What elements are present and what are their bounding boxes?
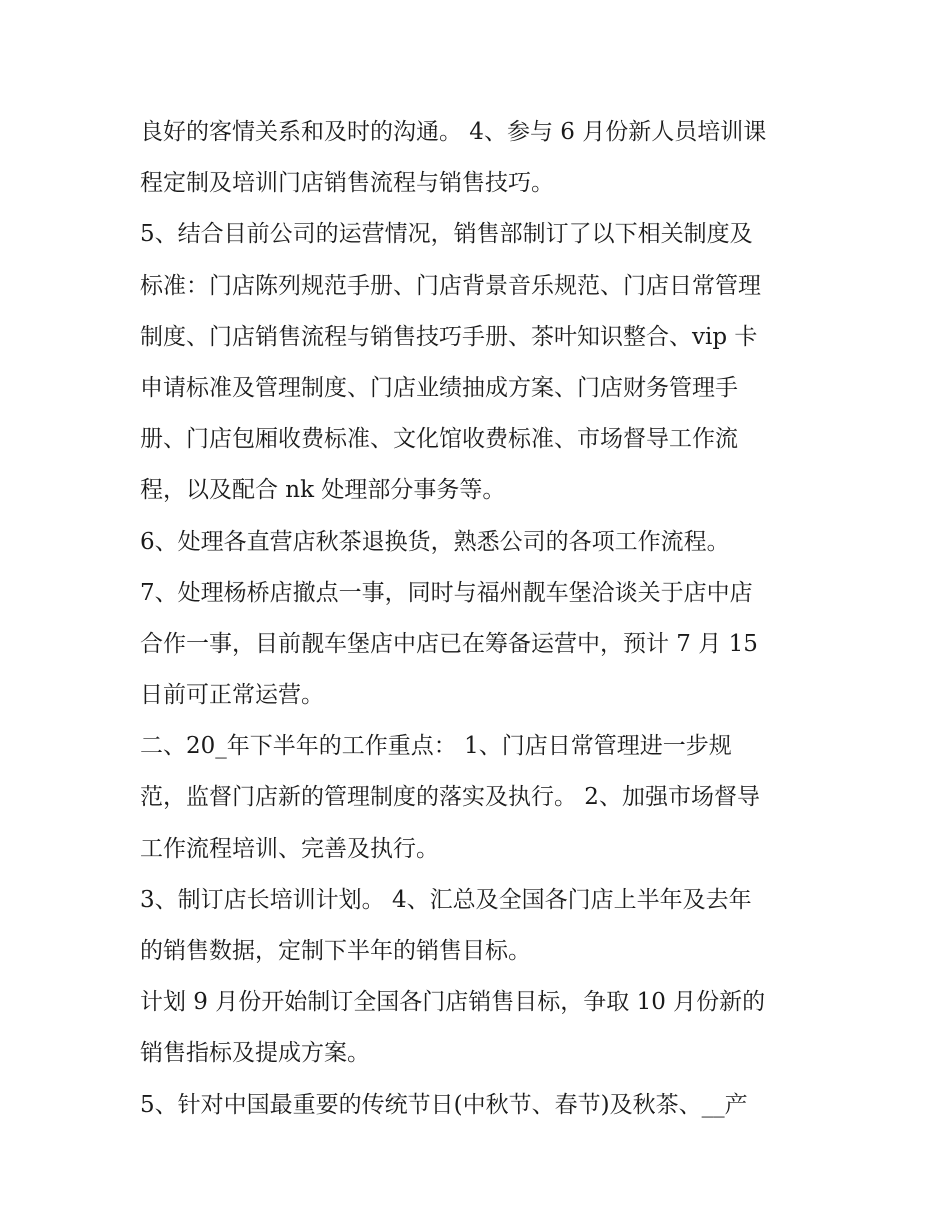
text-line: 5、结合目前公司的运营情况，销售部制订了以下相关制度及 — [140, 221, 753, 248]
text-line: 制度、门店销售流程与销售技巧手册、茶叶知识整合、vip 卡 — [140, 323, 758, 350]
text-line: 工作流程培训、完善及执行。 — [140, 835, 439, 862]
text-line: 标准：门店陈列规范手册、门店背景音乐规范、门店日常管理 — [140, 272, 761, 299]
text-line: 的销售数据，定制下半年的销售目标。 — [140, 938, 531, 964]
text-line: 程，以及配合 nk 处理部分事务等。 — [140, 477, 506, 504]
document-body — [140, 110, 840, 1134]
text-line: 销售指标及提成方案。 — [140, 1040, 370, 1067]
text-line: 日前可正常运营。 — [140, 682, 324, 709]
text-line: 程定制及培训门店销售流程与销售技巧。 — [140, 170, 554, 197]
text-line: 合作一事，目前靓车堡店中店已在筹备运营中，预计 7 月 15 — [140, 630, 758, 657]
text-line: 申请标准及管理制度、门店业绩抽成方案、门店财务管理手 — [140, 374, 738, 401]
text-line: 6、处理各直营店秋茶退换货，熟悉公司的各项工作流程。 — [140, 528, 730, 555]
text-line: 7、处理杨桥店撤点一事，同时与福州靓车堡洽谈关于店中店 — [140, 579, 753, 606]
text-line: 计划 9 月份开始制订全国各门店销售目标，争取 10 月份新的 — [140, 989, 766, 1016]
text-line: 范，监督门店新的管理制度的落实及执行。 2、加强市场督导 — [140, 784, 760, 811]
text-line: 3、制订店长培训计划。 4、汇总及全国各门店上半年及去年 — [140, 886, 752, 913]
text-line: 良好的客情关系和及时的沟通。 4、参与 6 月份新人员培训课 — [140, 119, 767, 145]
text-line: 册、门店包厢收费标准、文化馆收费标准、市场督导工作流 — [140, 426, 738, 453]
text-line: 二、20_年下半年的工作重点： 1、门店日常管理进一步规 — [140, 733, 732, 760]
text-line: 5、针对中国最重要的传统节日(中秋节、春节)及秋茶、__产 — [140, 1091, 748, 1118]
